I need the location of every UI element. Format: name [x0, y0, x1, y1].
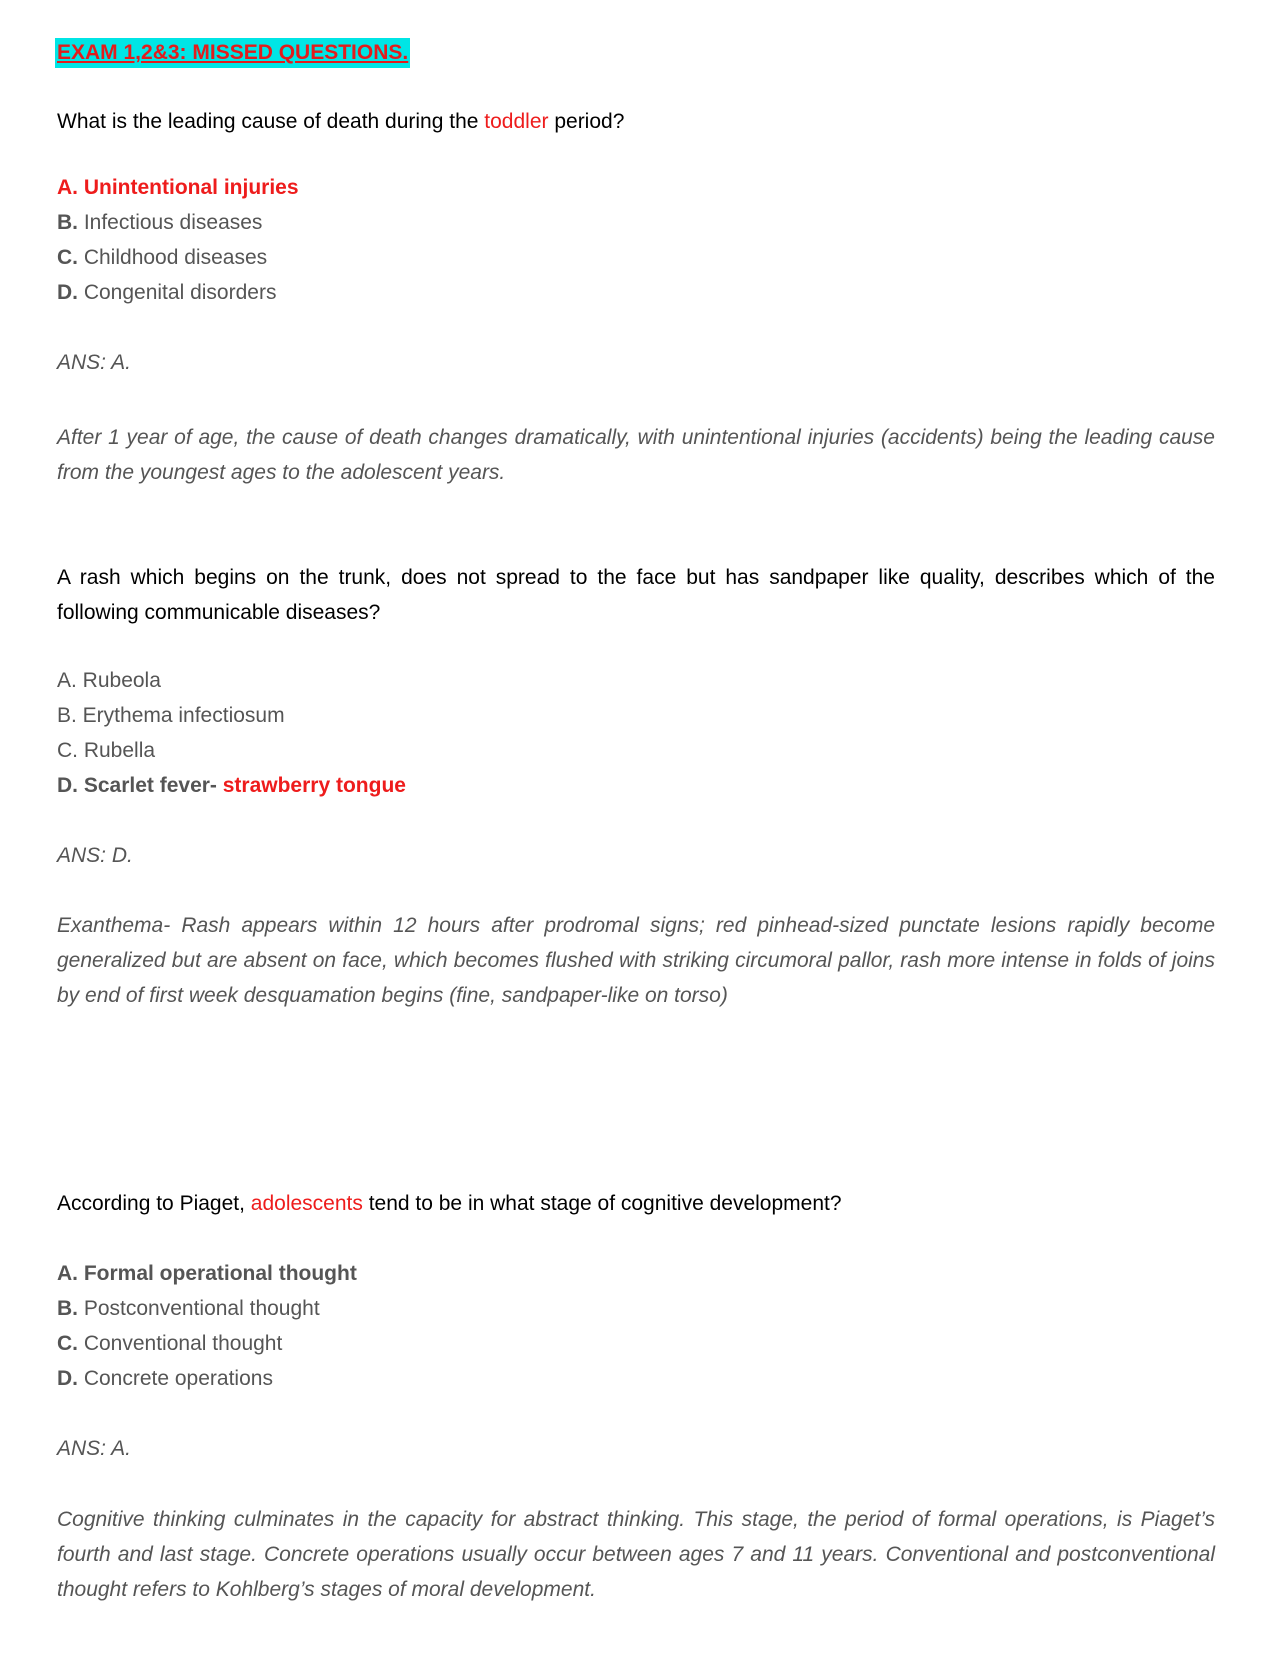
page-title: EXAM 1,2&3: MISSED QUESTIONS.	[55, 38, 410, 68]
question-1-stem-text: What is the leading cause of death during the	[57, 110, 485, 133]
option-text: Childhood diseases	[78, 246, 268, 269]
option-letter: C.	[57, 1332, 78, 1355]
option-text: D. Scarlet fever-	[57, 774, 223, 797]
question-1-rationale: After 1 year of age, the cause of death changes dramatically, with unintentional injuries (accidents) being the leading cause from the youngest ages to the adolescent years.	[57, 426, 1215, 484]
option-text: Formal operational thought	[78, 1262, 357, 1285]
option-text: Concrete operations	[78, 1367, 273, 1390]
question-3-stem-text: According to Piaget,	[57, 1192, 251, 1215]
question-3-option-d	[57, 1361, 273, 1396]
question-3-stem-end: tend to be in what stage of cognitive development?	[362, 1192, 842, 1215]
question-2-rationale: Exanthema- Rash appears within 12 hours after prodromal signs; red pinhead-sized punctate lesions rapidly become generalized but are absent on face, which becomes flushed with striking circumoral pallor, rash more intense in folds of joins by end of first week desquamation begins (fine, sandpaper-like on torso)	[57, 914, 1215, 1007]
option-letter: B.	[57, 211, 78, 234]
question-2-option-b: B. Erythema infectiosum	[57, 704, 285, 727]
question-1-option-a	[57, 170, 299, 205]
question-3-rationale: Cognitive thinking culminates in the capacity for abstract thinking. This stage, the period of formal operations, is Piaget’s fourth and last stage. Concrete operations usually occur between ages 7 and 11 years. Conventional and postconventional thought refers to Kohlberg’s stages of moral development.	[57, 1508, 1215, 1601]
question-3-stem	[57, 1186, 842, 1221]
question-2-option-a: A. Rubeola	[57, 669, 161, 692]
option-letter: A.	[57, 176, 78, 199]
option-letter: C.	[57, 246, 78, 269]
option-text: Congenital disorders	[78, 281, 277, 304]
option-letter: D.	[57, 1367, 78, 1390]
question-1-keyword: toddler	[484, 110, 549, 133]
question-3-option-a	[57, 1256, 357, 1291]
question-1-option-b	[57, 205, 262, 240]
question-1-option-d	[57, 275, 276, 310]
question-2-option-c: C. Rubella	[57, 739, 156, 762]
question-1-stem-end: period?	[548, 110, 625, 133]
option-note: strawberry tongue	[222, 774, 406, 797]
option-letter: B.	[57, 1297, 78, 1320]
question-1-stem	[57, 104, 624, 139]
question-3-option-c	[57, 1326, 282, 1361]
question-2-stem: A rash which begins on the trunk, does not spread to the face but has sandpaper like quality, describes which of the following communicable diseases?	[57, 566, 1215, 624]
question-3-answer: ANS: A.	[57, 1437, 131, 1460]
option-text: Postconventional thought	[78, 1297, 320, 1320]
question-2-option-d	[57, 768, 406, 803]
question-1-answer: ANS: A.	[57, 351, 131, 374]
option-letter: A.	[57, 1262, 78, 1285]
option-text: Unintentional injuries	[78, 176, 299, 199]
question-3-option-b	[57, 1291, 320, 1326]
question-1-option-c	[57, 240, 267, 275]
option-text: Infectious diseases	[78, 211, 263, 234]
option-letter: D.	[57, 281, 78, 304]
option-text: Conventional thought	[78, 1332, 283, 1355]
question-2-answer: ANS: D.	[57, 844, 133, 867]
question-3-keyword: adolescents	[250, 1192, 363, 1215]
